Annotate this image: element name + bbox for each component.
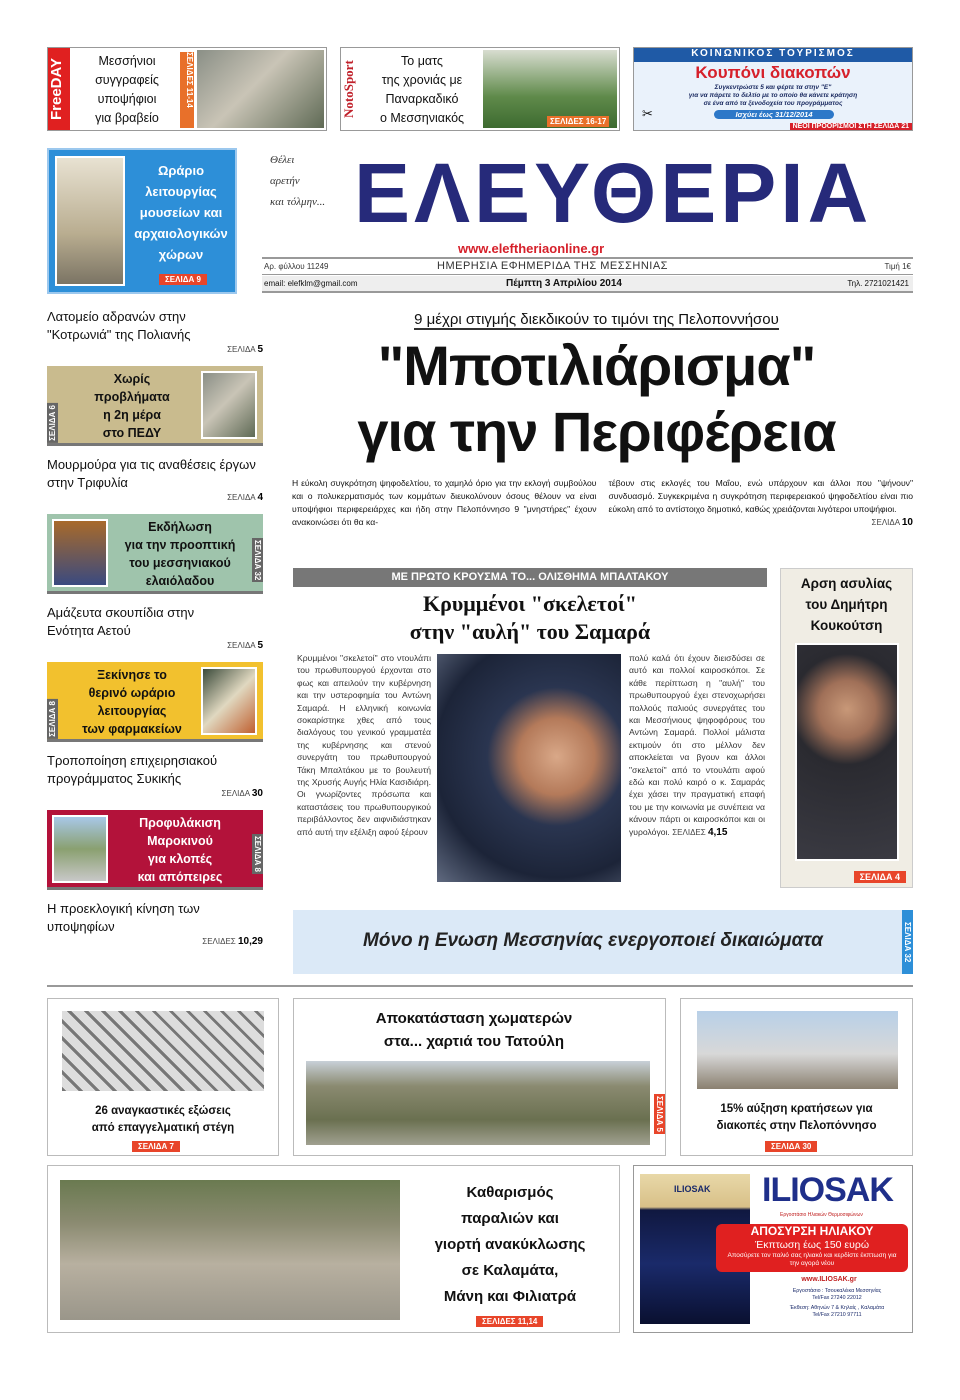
- brief-title: Τροποποίηση επιχειρησιακού προγράμματος Συκικής: [47, 753, 218, 786]
- notosport-promo[interactable]: [340, 47, 620, 131]
- masthead: [262, 148, 913, 296]
- page-number: 5: [257, 344, 263, 355]
- locked-gate-photo: [60, 1009, 266, 1093]
- ad-factory: Εργοστάσιο : Τσουκαλέικα Μεσσηνίας: [792, 1288, 882, 1294]
- museum-photo: [55, 156, 125, 286]
- feature-line: για την προοπτική: [124, 538, 236, 552]
- immunity-line: του Δημήτρη: [805, 597, 888, 612]
- story-line: διακοπές στην Πελοπόννησο: [716, 1120, 877, 1132]
- landfill-story[interactable]: [293, 998, 666, 1156]
- page-number: 10: [901, 517, 913, 528]
- page-label: ΣΕΛΙΔΑ: [227, 345, 256, 354]
- promo-line: Μεσσήνιοι: [98, 54, 156, 68]
- story-line: Αποκατάσταση χωματερών: [375, 1010, 573, 1027]
- page-tag: ΣΕΛΙΔΑ 8: [48, 701, 57, 737]
- museum-line: μουσείων και: [139, 205, 223, 220]
- evictions-story[interactable]: [47, 998, 279, 1156]
- email: email: elefklm@gmail.com: [264, 279, 358, 288]
- promo-line: της χρονιάς με: [381, 73, 463, 87]
- coupon-line: για να πάρετε το δελτίο με το οποίο θα κάνετε κράτηση: [688, 92, 858, 99]
- story-line: από επαγγελματική στέγη: [91, 1122, 235, 1134]
- page-number: 30: [251, 788, 263, 799]
- pages-tag: ΣΕΛΙΔΑ 7: [132, 1141, 180, 1152]
- feature-line: στο ΠΕΔΥ: [102, 426, 162, 440]
- brief-item[interactable]: [47, 308, 263, 360]
- feature-box[interactable]: [47, 662, 263, 742]
- feature-line: η 2η μέρα: [103, 408, 161, 422]
- website-url[interactable]: www.eleftheriaonline.gr: [458, 241, 605, 256]
- feature-line: Προφυλάκιση: [139, 816, 221, 830]
- pages-tag: ΣΕΛΙΔΕΣ 11,14: [476, 1316, 543, 1327]
- museum-line: Ωράριο: [157, 163, 205, 178]
- promo-line: Το ματς: [401, 54, 443, 68]
- page-tag: ΣΕΛΙΔΑ 32: [253, 540, 262, 581]
- feature-line: του μεσσηνιακού: [129, 556, 231, 570]
- bookings-story[interactable]: [680, 998, 913, 1156]
- story-line: 15% αύξηση κρατήσεων για: [720, 1103, 873, 1115]
- coupon-line: σε ένα από τα ξενοδοχεία του προγράμματος: [703, 100, 843, 107]
- brief-title: Μουρμούρα για τις αναθέσεις έργων στην Τριφυλία: [47, 457, 256, 490]
- page-number: 4,15: [707, 826, 728, 838]
- second-story[interactable]: [293, 568, 767, 898]
- page-number: 10,29: [237, 936, 263, 947]
- coupon-promo[interactable]: [633, 47, 913, 131]
- immunity-box[interactable]: [780, 568, 913, 888]
- landfill-photo: [304, 1059, 652, 1147]
- feature-line: ελαιόλαδου: [145, 574, 215, 588]
- feature-line: λειτουργίας: [97, 704, 167, 718]
- event-photo: [52, 519, 108, 587]
- lead-body-col1: Η εύκολη συγκρότηση ψηφοδελτίου, το χαμηλό όριο για την εκλογή συμβούλου και ο πολυκερματισμός των κομμάτων διευκολύνουν όσους θέλουν να είναι υποψήφιοι περιφερειάρχες και ήδη στην Πελοπόννησο 9 "μνηστήρες" έχουν ανακοινώσει ότι θα κα-: [292, 478, 597, 527]
- feature-line: για κλοπές: [147, 852, 213, 866]
- page-label: ΣΕΛΙΔΕΣ: [202, 937, 236, 946]
- lead-kicker: 9 μέχρι στιγμής διεκδικούν το τιμόνι της Πελοποννήσου: [414, 311, 779, 328]
- immunity-line: Κουκούτση: [810, 618, 883, 633]
- coupon-title: Κουπόνι διακοπών: [695, 63, 851, 82]
- museum-hours-box[interactable]: [47, 148, 237, 294]
- subtitle: ΗΜΕΡΗΣΙΑ ΕΦΗΜΕΡΙΔΑ ΤΗΣ ΜΕΣΣΗΝΙΑΣ: [437, 260, 668, 272]
- coupon-valid: Ισχύει έως 31/12/2014: [714, 110, 834, 119]
- pages-tag: ΣΕΛΙΔΕΣ 11-14: [180, 52, 194, 128]
- brief-title: Αμάζευτα σκουπίδια στην Ενότητα Αετού: [47, 605, 195, 638]
- iliosak-ad[interactable]: [633, 1165, 913, 1333]
- page-label: ΣΕΛΙΔΑ: [221, 789, 250, 798]
- notosport-logo: NotoSport: [341, 60, 356, 118]
- second-headline-2: στην "αυλή" του Σαμαρά: [409, 619, 651, 644]
- ad-tagline: Εργοστάσιο Ηλιακών Θερμοσιφώνων: [780, 1212, 863, 1218]
- page-tag: ΣΕΛΙΔΑ 32: [902, 910, 913, 974]
- left-column: [47, 308, 263, 952]
- page-tag: ΣΕΛΙΔΑ 8: [253, 836, 262, 872]
- coupon-line: Συγκεντρώστε 5 και φέρτε τα στην "Ε": [714, 84, 832, 91]
- beach-cleanup-photo: [58, 1178, 402, 1322]
- promo-line: ο Μεσσηνιακός: [379, 111, 465, 125]
- ad-tel1: Tel/Fax 27240 22012: [812, 1295, 862, 1301]
- feature-line: Εκδήλωση: [148, 520, 212, 534]
- pharmacy-photo: [201, 667, 257, 735]
- newspaper-logo: ΕΛΕΥΘΕΡΙΑ: [354, 148, 873, 238]
- lead-body-col2: τέβουν στις εκλογές του Μαΐου, ενώ υπάρχουν και άλλοι που "ψήνουν" συνδυασμό. Συγκεκριμένα η συγκρότηση περιφερειακού ψηφοδελτίου είναι πιο εύκολη από το αντίστοιχο δημοτικό, καθώς χρειάζονται λιγότεροι υποψήφιοι.: [608, 478, 913, 514]
- issue-number: Αρ. φύλλου 11249: [264, 262, 329, 271]
- immunity-line: Αρση ασυλίας: [800, 576, 893, 591]
- story-line: Μάνη και Φιλιατρά: [443, 1288, 577, 1305]
- brief-item[interactable]: [47, 456, 263, 508]
- street-photo: [52, 815, 108, 883]
- museum-line: αρχαιολογικών: [134, 226, 228, 241]
- ad-headline: ΑΠΟΣΥΡΣΗ ΗΛΙΑΚΟΥ: [750, 1224, 874, 1238]
- ad-showroom: Έκθεση: Αθηνών 7 & Κηλαίς , Καλαμάτα: [789, 1305, 885, 1311]
- feature-line: Χωρίς: [113, 372, 151, 386]
- page-label: ΣΕΛΙΔΑ: [227, 493, 256, 502]
- writers-photo: [195, 48, 326, 130]
- scissors-icon: ✂: [642, 106, 653, 121]
- page-tag: ΣΕΛΙΔΑ 5: [655, 1096, 664, 1132]
- phone: Τηλ. 2721021421: [847, 279, 909, 288]
- pages-tag: ΣΕΛΙΔΑ 9: [159, 274, 207, 285]
- brief-item[interactable]: [47, 900, 263, 952]
- promo-line: συγγραφείς: [95, 73, 159, 87]
- tourists-photo: [695, 1009, 900, 1091]
- koukoutsis-photo: [795, 643, 899, 861]
- page-label: ΣΕΛΙΔΕΣ: [672, 827, 706, 837]
- divider: [47, 985, 913, 987]
- samaras-photo: [435, 652, 623, 884]
- coupon-footer: ΝΕΟΙ ΠΡΟΟΡΙΣΜΟΙ ΣΤΗ ΣΕΛΙΔΑ 21: [790, 123, 912, 130]
- lead-headline-1: "Μποτιλιάρισμα": [377, 334, 816, 397]
- iliosak-logo: ILIOSAK: [762, 1171, 893, 1209]
- lead-story[interactable]: [280, 305, 913, 529]
- page-label: ΣΕΛΙΔΑ: [871, 518, 900, 527]
- second-kicker: ΜΕ ΠΡΩΤΟ ΚΡΟΥΣΜΑ ΤΟ... ΟΛΙΣΘΗΜΑ ΜΠΑΛΤΑΚΟΥ: [293, 568, 767, 587]
- ad-tel2: Tel/Fax 27210 97711: [812, 1312, 862, 1318]
- brief-item[interactable]: [47, 604, 263, 656]
- pages-tag: ΣΕΛΙΔΑ 30: [765, 1141, 817, 1152]
- brief-item[interactable]: [47, 752, 263, 804]
- issue-date: Πέμπτη 3 Απριλίου 2014: [506, 278, 622, 289]
- page-number: 5: [257, 640, 263, 651]
- story-line: σε Καλαμάτα,: [461, 1262, 559, 1279]
- pages-tag: ΣΕΛΙΔΑ 4: [854, 871, 906, 883]
- freeday-logo: FreeDAY: [48, 48, 70, 130]
- museum-line: χώρων: [158, 247, 204, 262]
- banner-text: Μόνο η Ενωση Μεσσηνίας ενεργοποιεί δικαιώματα: [363, 930, 823, 951]
- pedy-photo: [201, 371, 257, 439]
- ad-description: Αποσύρετε τον παλιό σας ηλιακό και κερδίστε έκπτωση για την αγορά νέου: [727, 1252, 897, 1267]
- promo-line: για βραβείο: [95, 111, 159, 125]
- union-banner[interactable]: [293, 910, 913, 974]
- story-line: γιορτή ανακύκλωσης: [434, 1236, 586, 1253]
- second-headline-1: Κρυμμένοι "σκελετοί": [423, 591, 637, 616]
- promo-line: υποψήφιοι: [97, 92, 157, 106]
- small-logo: ILIOSAK: [674, 1184, 711, 1194]
- ad-offer: Έκπτωση έως 150 ευρώ: [754, 1239, 870, 1251]
- page-label: ΣΕΛΙΔΑ: [227, 641, 256, 650]
- promo-line: Παναρκαδικό: [385, 92, 459, 106]
- pages-tag: ΣΕΛΙΔΕΣ 16-17: [547, 116, 609, 127]
- brief-title: Η προεκλογική κίνηση των υποψηφίων: [47, 901, 200, 934]
- page-tag: ΣΕΛΙΔΑ 6: [48, 405, 57, 441]
- feature-line: και απόπειρες: [137, 870, 223, 884]
- motto-line: αρετήν: [270, 175, 300, 187]
- motto-line: Θέλει: [270, 154, 295, 166]
- feature-line: προβλήματα: [94, 390, 170, 404]
- feature-line: θερινό ωράριο: [88, 686, 176, 700]
- lead-headline-2: για την Περιφέρεια: [357, 400, 836, 463]
- second-col1: Κρυμμένοι "σκελετοί" στο ντουλάπι του πρωθυπουργού έρχονται στο φως και απειλούν την κυβέρνηση και την υστεροφημία του Αντώνη Σαμαρά. Η ελληνική κοινωνία σοκαρίστηκε χθες από τους διαλόγους του γενικού γραμματέα της κυβέρνησης και στενού συνεργάτη του πρωθυπουργού Τάκη Μπαλτάκου με το βουλευτή της Χρυσής Αυγής Ηλία Κασιδιάρη. Οι γνωρίζοντες πρόσωπα και καταστάσεις του πρωθυπουργικού περιβάλλοντος δεν αιφνιδιάστηκαν από αυτή την εξέλιξη αφού ξέρουν: [297, 653, 431, 837]
- story-line: Καθαρισμός: [466, 1184, 554, 1201]
- second-col2: πολύ καλά ότι έχουν διεισδύσει σε αυτό και πολλοί καιροσκόποι. Σε κάθε περίπτωση η "αυλή" του πρωθυπουργού έχει στενοχωρήσει πολλούς παλιούς συνεργάτες του και Μεσσήνιους ψηφοφόρους του Αντώνη Σαμαρά. Πολλοί μάλιστα εκτιμούν ότι στο μέλλον δεν αποκλείεται να βγουν και άλλοι "σκελετοί" από το ντουλάπι αφού εδώ και πολύ καιρό ο κ. Σαμαράς έχει χάσει την πραγματική επαφή του με την κοινωνία με συνέπεια να κάνουν πάρτι οι καιροσκόποι και οι γυρολόγοι.: [629, 653, 765, 837]
- freeday-promo[interactable]: [47, 47, 327, 131]
- feature-box[interactable]: [47, 810, 263, 890]
- museum-line: λειτουργίας: [145, 184, 217, 199]
- feature-line: Μαροκινού: [147, 834, 213, 848]
- feature-box[interactable]: [47, 366, 263, 446]
- motto-line: και τόλμην...: [270, 196, 326, 208]
- coupon-header: ΚΟΙΝΩΝΙΚΟΣ ΤΟΥΡΙΣΜΟΣ: [634, 48, 912, 62]
- feature-line: των φαρμακείων: [82, 722, 182, 736]
- story-line: στα... χαρτιά του Τατούλη: [383, 1033, 565, 1050]
- story-line: 26 αναγκαστικές εξώσεις: [95, 1105, 231, 1117]
- feature-line: Ξεκίνησε το: [97, 668, 167, 682]
- beach-cleanup-story[interactable]: [47, 1165, 620, 1333]
- ad-url[interactable]: www.ILIOSAK.gr: [801, 1276, 857, 1283]
- story-line: παραλιών και: [461, 1210, 559, 1227]
- price: Τιμή 1€: [884, 262, 911, 271]
- feature-box[interactable]: [47, 514, 263, 594]
- page-number: 4: [257, 492, 263, 503]
- brief-title: Λατομείο αδρανών στην "Κοτρωνιά" της Πολιανής: [47, 309, 191, 342]
